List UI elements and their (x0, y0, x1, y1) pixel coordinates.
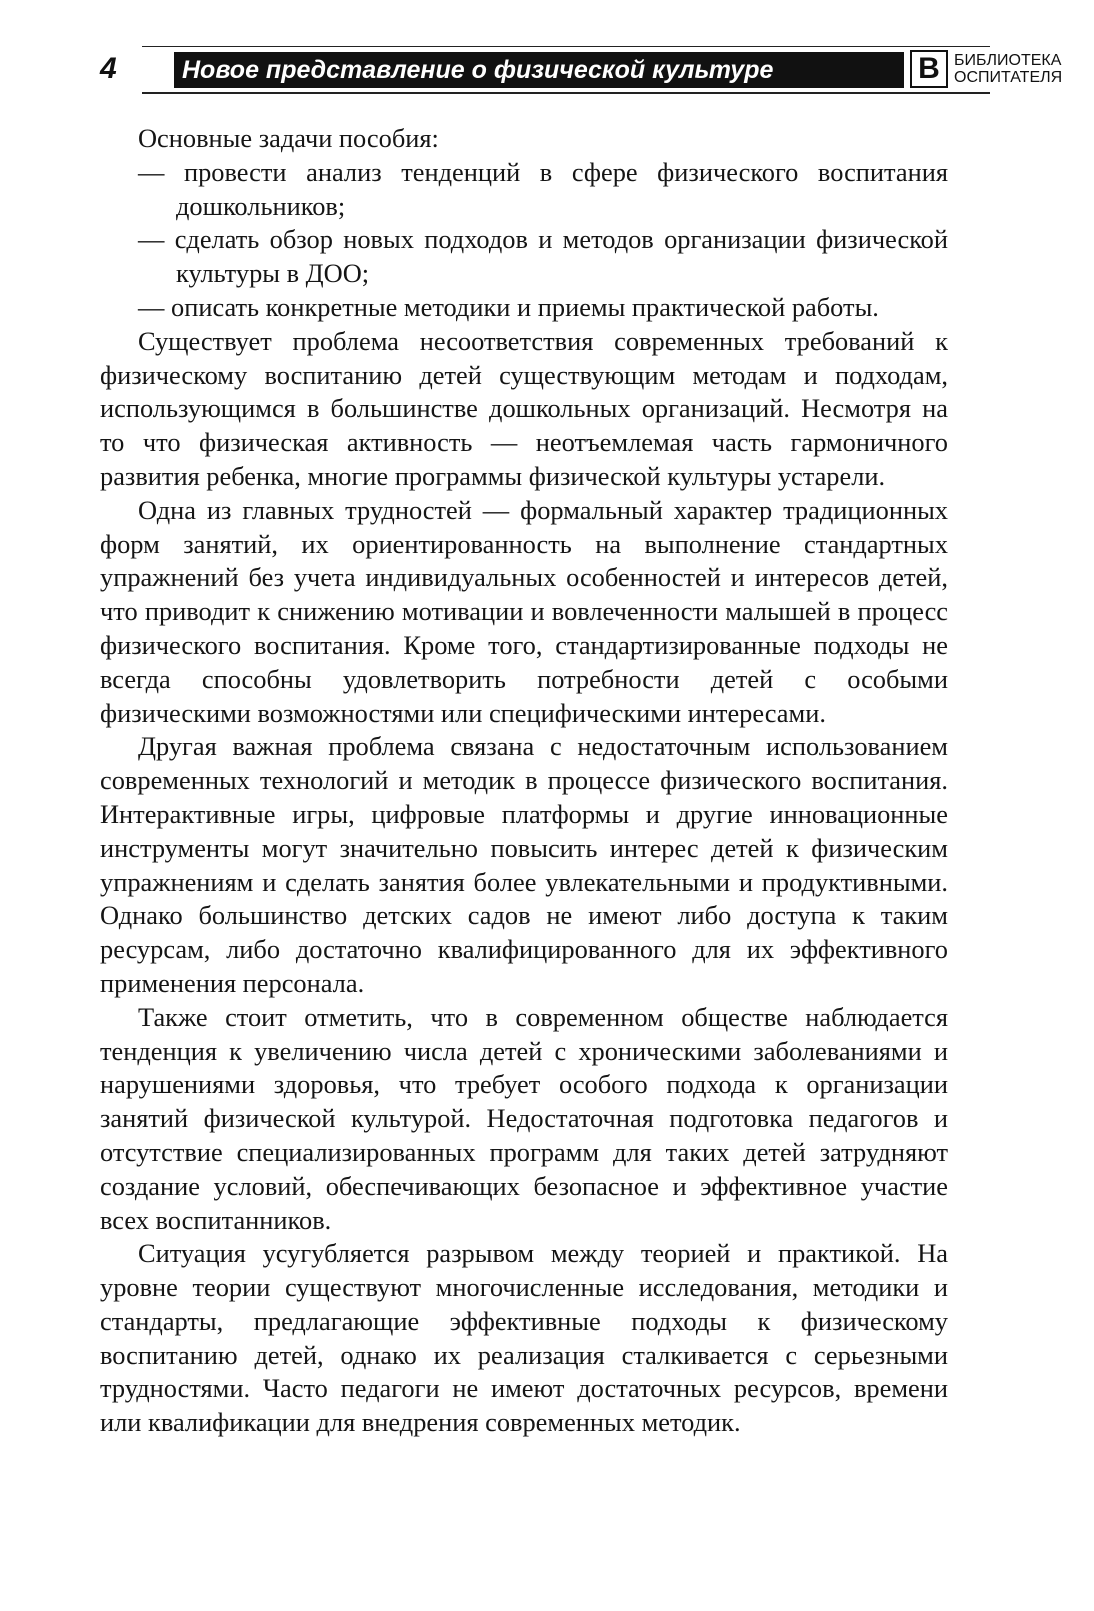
tasks-list (100, 156, 948, 325)
series-logo-icon: В (910, 50, 948, 88)
paragraph: Существует проблема несоответствия современных требований к физическому воспитанию детей существующим методам и подходам, использующимся в большинстве дошкольных организаций. Несмотря на то что физическая активность — неотъемлемая часть гармоничного развития ребенка, многие программы физической культуры устарели. (100, 325, 948, 491)
paragraph: Одна из главных трудностей — формальный характер традиционных форм занятий, их ориентированность на выполнение стандартных упражнений без учета индивидуальных особенностей и интересов детей, что приводит к снижению мотивации и вовлеченности малышей в процесс физического воспитания. Кроме того, стандартизированные подходы не всегда способны удовлетворить потребности детей с особыми физическими возможностями или специфическими интересами. (100, 494, 948, 728)
task-item: — провести анализ тенденций в сфере физического воспитания дошкольников; (100, 156, 948, 224)
page-header (100, 46, 1063, 94)
paragraph: Ситуация усугубляется разрывом между теорией и практикой. На уровне теории существуют многочисленные исследования, методики и стандарты, предлагающие эффективные подходы к физическому воспитанию детей, однако их реализация сталкивается с серьезными трудностями. Часто педагоги не имеют достаточных ресурсов, времени или квалификации для внедрения современных методик. (100, 1238, 948, 1438)
task-item: — сделать обзор новых подходов и методов организации физической культуры в ДОО; (100, 223, 948, 291)
page-body (100, 122, 948, 1440)
tasks-intro: Основные задачи пособия: (138, 123, 439, 153)
header-bottom-rule (142, 92, 990, 94)
page-number: 4 (100, 52, 117, 85)
header-top-rule (142, 46, 990, 47)
series-name-line2: ОСПИТАТЕЛЯ (954, 69, 1063, 86)
paragraph: Также стоит отметить, что в современном обществе наблюдается тенденция к увеличению числа детей с хроническими заболеваниями и нарушениями здоровья, что требует особого подхода к организации занятий физической культурой. Недостаточная подготовка педагогов и отсутствие специализированных программ для таких детей затрудняют создание условий, обеспечивающих безопасное и эффективное участие всех воспитанников. (100, 1001, 948, 1235)
task-item: — описать конкретные методики и приемы практической работы. (100, 291, 948, 325)
series-name-line1: БИБЛИОТЕКА (954, 52, 1062, 69)
series-name (954, 52, 1094, 86)
paragraph: Другая важная проблема связана с недостаточным использованием современных технологий и методик в процессе физического воспитания. Интерактивные игры, цифровые платформы и другие инновационные инструменты могут значительно повысить интерес детей к физическим упражнениям и сделать занятия более увлекательными и продуктивными. Однако большинство детских садов не имеют либо доступа к таким ресурсам, либо достаточно квалифицированного для их эффективного применения персонала. (100, 731, 948, 998)
running-title: Новое представление о физической культуре (174, 52, 904, 88)
